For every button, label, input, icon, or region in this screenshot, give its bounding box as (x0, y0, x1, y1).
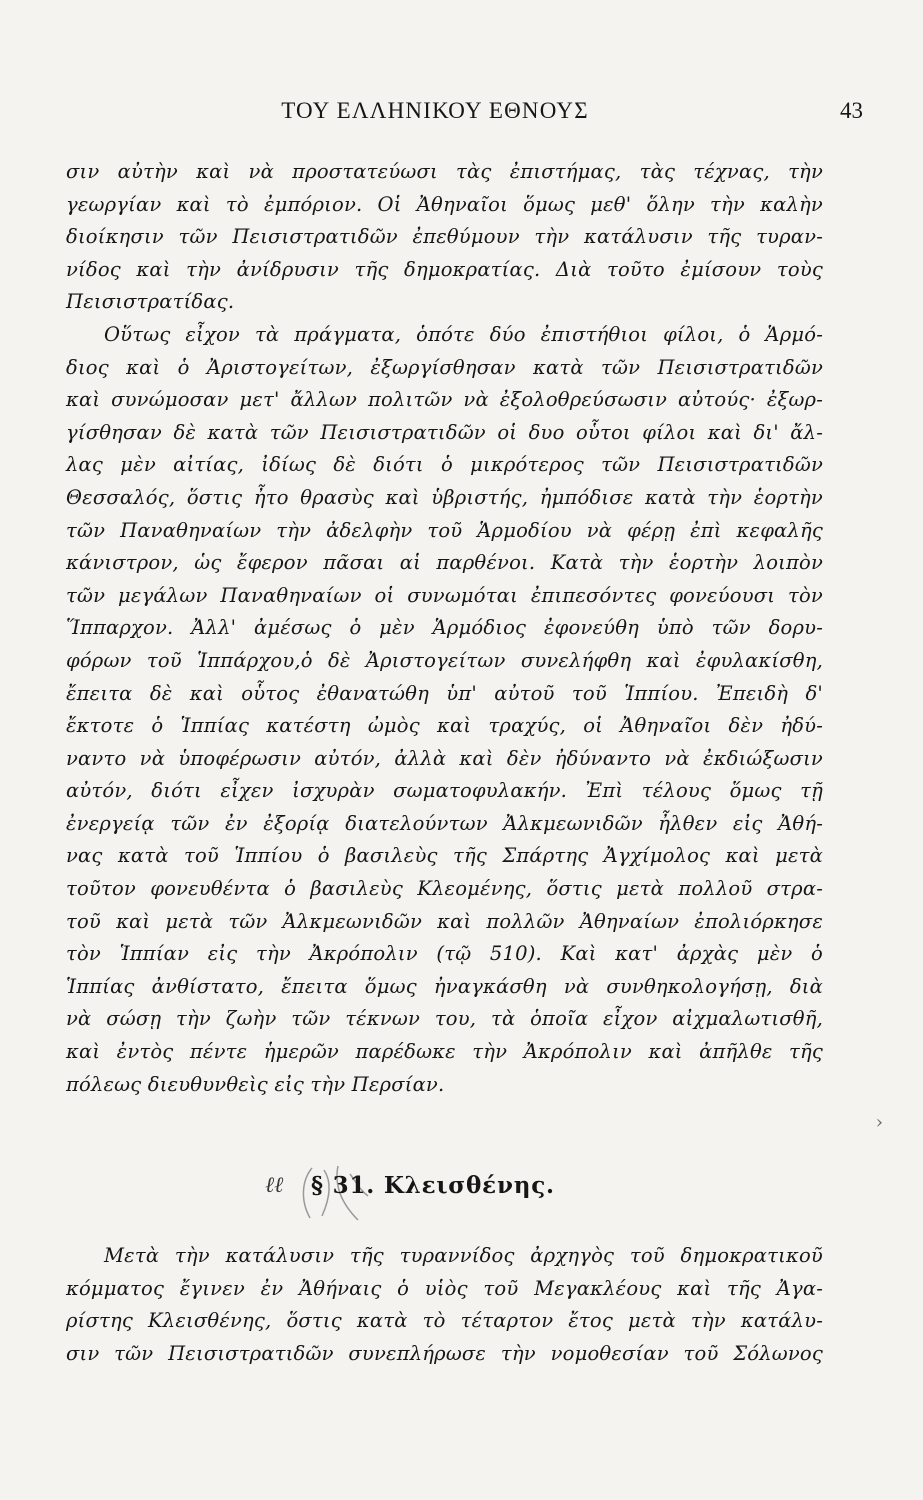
margin-mark: › (875, 1112, 883, 1133)
text-line: λας μὲν αἰτίας, ἰδίως δὲ διότι ὁ μικρότερος τῶν Πεισιστρατιδῶν (66, 453, 823, 477)
text-line: νίδος καὶ τὴν ἀνίδρυσιν τῆς δημοκρατίας. Διὰ τοῦτο ἐμίσουν τοὺς (66, 257, 823, 281)
pencil-note: ℓℓ (265, 1173, 284, 1198)
text-line: αὐτόν, διότι εἶχεν ἰσχυρὰν σωματοφυλακήν. Ἐπὶ τέλους ὅμως τῇ (66, 779, 823, 803)
text-line: Θεσσαλός, ὅστις ἦτο θρασὺς καὶ ὑβριστής, ἠμπόδισε κατὰ τὴν ἑορτὴν (66, 485, 823, 509)
text-line: Οὕτως εἶχον τὰ πράγματα, ὁπότε δύο ἐπιστήθιοι φίλοι, ὁ Ἁρμό- (104, 322, 823, 346)
text-line: σιν αὐτὴν καὶ νὰ προστατεύωσι τὰς ἐπιστήμας, τὰς τέχνας, τὴν (66, 160, 823, 183)
text-line: Μετὰ τὴν κατάλυσιν τῆς τυραννίδος ἀρχηγὸς τοῦ δημοκρατικοῦ (104, 1244, 823, 1267)
text-line: ναντο νὰ ὑποφέρωσιν αὐτόν, ἀλλὰ καὶ δὲν ἠδύναντο νὰ ἐκδιώξωσιν (66, 746, 823, 770)
body-text-bottom (66, 1240, 823, 1370)
text-line: κόμματος ἔγινεν ἐν Ἀθήναις ὁ υἱὸς τοῦ Μεγακλέους καὶ τῆς Ἀγα- (66, 1276, 823, 1300)
section-title: § 31. Κλεισθένης. (311, 1172, 555, 1199)
text-line: διοίκησιν τῶν Πεισιστρατιδῶν ἐπεθύμουν τὴν κατάλυσιν τῆς τυραν- (66, 225, 823, 249)
text-line: ρίστης Κλεισθένης, ὅστις κατὰ τὸ τέταρτον ἔτος μετὰ τὴν κατάλυ- (66, 1309, 823, 1333)
text-line: κάνιστρον, ὡς ἔφερον πᾶσαι αἱ παρθένοι. Κατὰ τὴν ἑορτὴν λοιπὸν (66, 551, 823, 575)
text-line: τῶν μεγάλων Παναθηναίων οἱ συνωμόται ἐπιπεσόντες φονεύουσι τὸν (66, 583, 823, 607)
text-line: καὶ συνώμοσαν μετ' ἄλλων πολιτῶν νὰ ἐξολοθρεύσωσιν αὐτούς· ἐξωρ- (66, 388, 823, 412)
text-line: φόρων τοῦ Ἱππάρχου,ὁ δὲ Ἀριστογείτων συνελήφθη καὶ ἐφυλακίσθη, (66, 648, 823, 672)
text-line: τῶν Παναθηναίων τὴν ἀδελφὴν τοῦ Ἁρμοδίου νὰ φέρῃ ἐπὶ κεφαλῆς (66, 518, 823, 542)
section-heading (0, 1168, 923, 1208)
text-line: Ἵππαρχον. Ἀλλ' ἀμέσως ὁ μὲν Ἁρμόδιος ἐφονεύθη ὑπὸ τῶν δορυ- (66, 616, 823, 640)
text-line: γεωργίαν καὶ τὸ ἐμπόριον. Οἱ Ἀθηναῖοι ὅμως μεθ' ὅλην τὴν καλὴν (66, 192, 823, 216)
text-line: σιν τῶν Πεισιστρατιδῶν συνεπλήρωσε τὴν νομοθεσίαν τοῦ Σόλωνος (66, 1341, 823, 1365)
text-line: ἐνεργείᾳ τῶν ἐν ἐξορίᾳ διατελούντων Ἀλκμεωνιδῶν ἦλθεν εἰς Ἀθή- (66, 811, 823, 835)
body-text-top (66, 156, 823, 1101)
text-line: τοῦ καὶ μετὰ τῶν Ἀλκμεωνιδῶν καὶ πολλῶν Ἀθηναίων ἐπολιόρκησε (66, 909, 823, 933)
text-line: τὸν Ἱππίαν εἰς τὴν Ἀκρόπολιν (τῷ 510). Καὶ κατ' ἀρχὰς μὲν ὁ (66, 942, 823, 966)
page-number: 43 (840, 98, 863, 123)
text-line: νὰ σώσῃ τὴν ζωὴν τῶν τέκνων του, τὰ ὁποῖα εἶχον αἰχμαλωτισθῆ, (66, 1007, 823, 1031)
text-line: καὶ ἐντὸς πέντε ἡμερῶν παρέδωκε τὴν Ἀκρόπολιν καὶ ἀπῆλθε τῆς (66, 1040, 823, 1064)
text-line: ἔπειτα δὲ καὶ οὗτος ἐθανατώθη ὑπ' αὐτοῦ τοῦ Ἱππίου. Ἐπειδὴ δ' (66, 681, 823, 705)
text-line: πόλεως διευθυνθεὶς εἰς τὴν Περσίαν. (66, 1072, 445, 1096)
text-line: Πεισιστρατίδας. (66, 290, 235, 314)
text-line: γίσθησαν δὲ κατὰ τῶν Πεισιστρατιδῶν οἱ δυο οὗτοι φίλοι καὶ δι' ἄλ- (66, 420, 823, 444)
text-line: ἔκτοτε ὁ Ἱππίας κατέστη ὠμὸς καὶ τραχύς, οἱ Ἀθηναῖοι δὲν ἠδύ- (66, 714, 823, 738)
running-title: ΤΟΥ ΕΛΛΗΝΙΚΟΥ ΕΘΝΟΥΣ (281, 98, 589, 123)
text-line: τοῦτον φονευθέντα ὁ βασιλεὺς Κλεομένης, ὅστις μετὰ πολλοῦ στρα- (66, 877, 823, 901)
running-head (0, 98, 923, 128)
text-line: νας κατὰ τοῦ Ἱππίου ὁ βασιλεὺς τῆς Σπάρτης Ἀγχίμολος καὶ μετὰ (66, 844, 823, 868)
text-line: Ἱππίας ἀνθίστατο, ἔπειτα ὅμως ἠναγκάσθη νὰ συνθηκολογήσῃ, διὰ (66, 974, 823, 998)
text-line: διος καὶ ὁ Ἀριστογείτων, ἐξωργίσθησαν κατὰ τῶν Πεισιστρατιδῶν (66, 355, 823, 379)
